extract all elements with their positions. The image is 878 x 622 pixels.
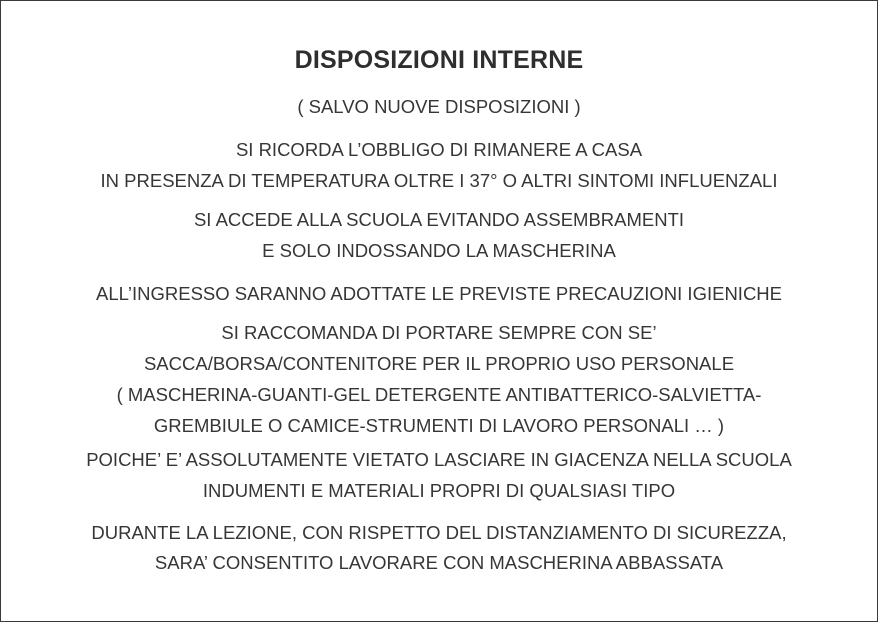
paragraph-entrance-line-1: ALL’INGRESSO SARANNO ADOTTATE LE PREVISTE PRECAUZIONI IGIENICHE — [95, 283, 783, 304]
notice-title: DISPOSIZIONI INTERNE — [294, 46, 584, 74]
paragraph-lesson-line-2: SARA’ CONSENTITO LAVORARE CON MASCHERINA ABBASSATA — [154, 552, 724, 573]
paragraph-stay-home-line-1: SI RICORDA L’OBBLIGO DI RIMANERE A CASA — [235, 139, 643, 160]
paragraph-lesson-line-1: DURANTE LA LEZIONE, CON RISPETTO DEL DISTANZIAMENTO DI SICUREZZA, — [91, 522, 787, 543]
paragraph-belongings-line-5: POICHE’ E’ ASSOLUTAMENTE VIETATO LASCIARE IN GIACENZA NELLA SCUOLA — [86, 449, 792, 470]
notice-subtitle: ( SALVO NUOVE DISPOSIZIONI ) — [297, 96, 581, 117]
paragraph-belongings-line-3: ( MASCHERINA-GUANTI-GEL DETERGENTE ANTIBATTERICO-SALVIETTA- — [116, 384, 762, 405]
paragraph-belongings-line-4: GREMBIULE O CAMICE-STRUMENTI DI LAVORO PERSONALI … ) — [153, 415, 725, 436]
paragraph-belongings-line-2: SACCA/BORSA/CONTENITORE PER IL PROPRIO USO PERSONALE — [143, 353, 735, 374]
paragraph-stay-home-line-2: IN PRESENZA DI TEMPERATURA OLTRE I 37° O ALTRI SINTOMI INFLUENZALI — [100, 170, 778, 191]
paragraph-access-line-1: SI ACCEDE ALLA SCUOLA EVITANDO ASSEMBRAMENTI — [193, 209, 685, 230]
paragraph-belongings-line-6: INDUMENTI E MATERIALI PROPRI DI QUALSIASI TIPO — [202, 480, 676, 501]
paragraph-belongings-line-1: SI RACCOMANDA DI PORTARE SEMPRE CON SE’ — [221, 322, 657, 343]
paragraph-access-line-2: E SOLO INDOSSANDO LA MASCHERINA — [262, 240, 616, 261]
